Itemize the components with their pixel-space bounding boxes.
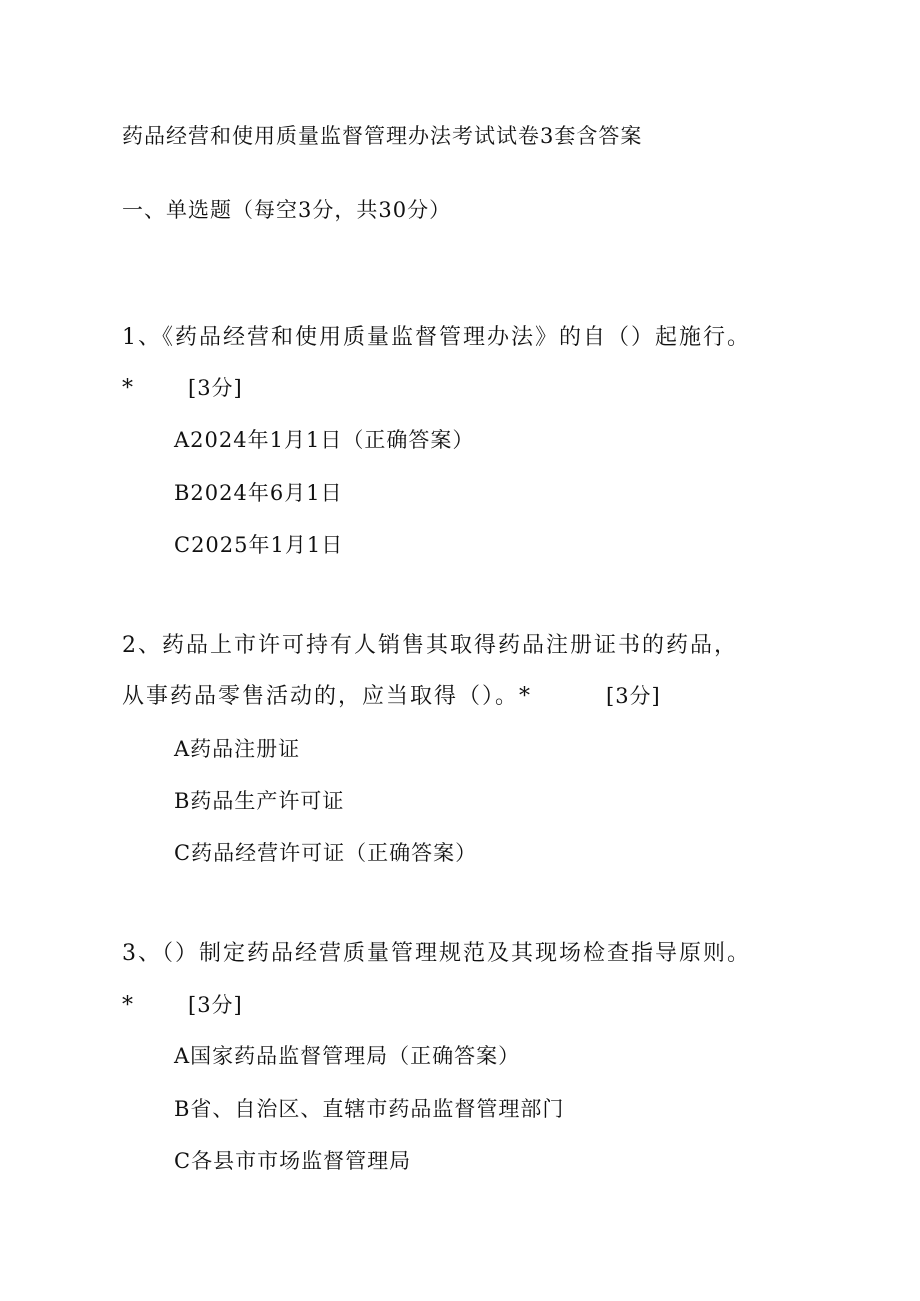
- question-3-option-c[interactable]: C各县市市场监督管理局: [174, 1149, 412, 1173]
- question-2-text-line1: 2、药品上市许可持有人销售其取得药品注册证书的药品，: [122, 633, 738, 658]
- question-1-option-c[interactable]: C2025年1月1日: [174, 533, 344, 557]
- question-3-option-a[interactable]: A国家药品监督管理局（正确答案）: [174, 1044, 521, 1068]
- question-1-score: [3分]: [188, 376, 243, 400]
- section-heading: 一、单选题（每空3分，共30分）: [122, 198, 452, 222]
- document-title: 药品经营和使用质量监督管理办法考试试卷3套含答案: [122, 124, 643, 148]
- question-1-text: 1、《药品经营和使用质量监督管理办法》的自（）起施行。: [122, 325, 751, 350]
- question-2-text-line2: 从事药品零售活动的，应当取得（）。*: [122, 684, 533, 709]
- question-3-option-b[interactable]: B省、自治区、直辖市药品监督管理部门: [174, 1097, 565, 1121]
- question-2-option-b[interactable]: B药品生产许可证: [174, 789, 345, 813]
- question-3-text: 3、（）制定药品经营质量管理规范及其现场检查指导原则。: [122, 941, 751, 966]
- required-star: *: [122, 376, 133, 401]
- question-1-option-b[interactable]: B2024年6月1日: [174, 481, 343, 505]
- required-star: *: [122, 993, 133, 1018]
- question-3-score: [3分]: [188, 993, 243, 1017]
- question-2-score: [3分]: [606, 684, 661, 708]
- question-2-option-c[interactable]: C药品经营许可证（正确答案）: [174, 841, 478, 865]
- question-1-option-a[interactable]: A2024年1月1日（正确答案）: [174, 428, 475, 452]
- question-2-option-a[interactable]: A药品注册证: [174, 737, 301, 761]
